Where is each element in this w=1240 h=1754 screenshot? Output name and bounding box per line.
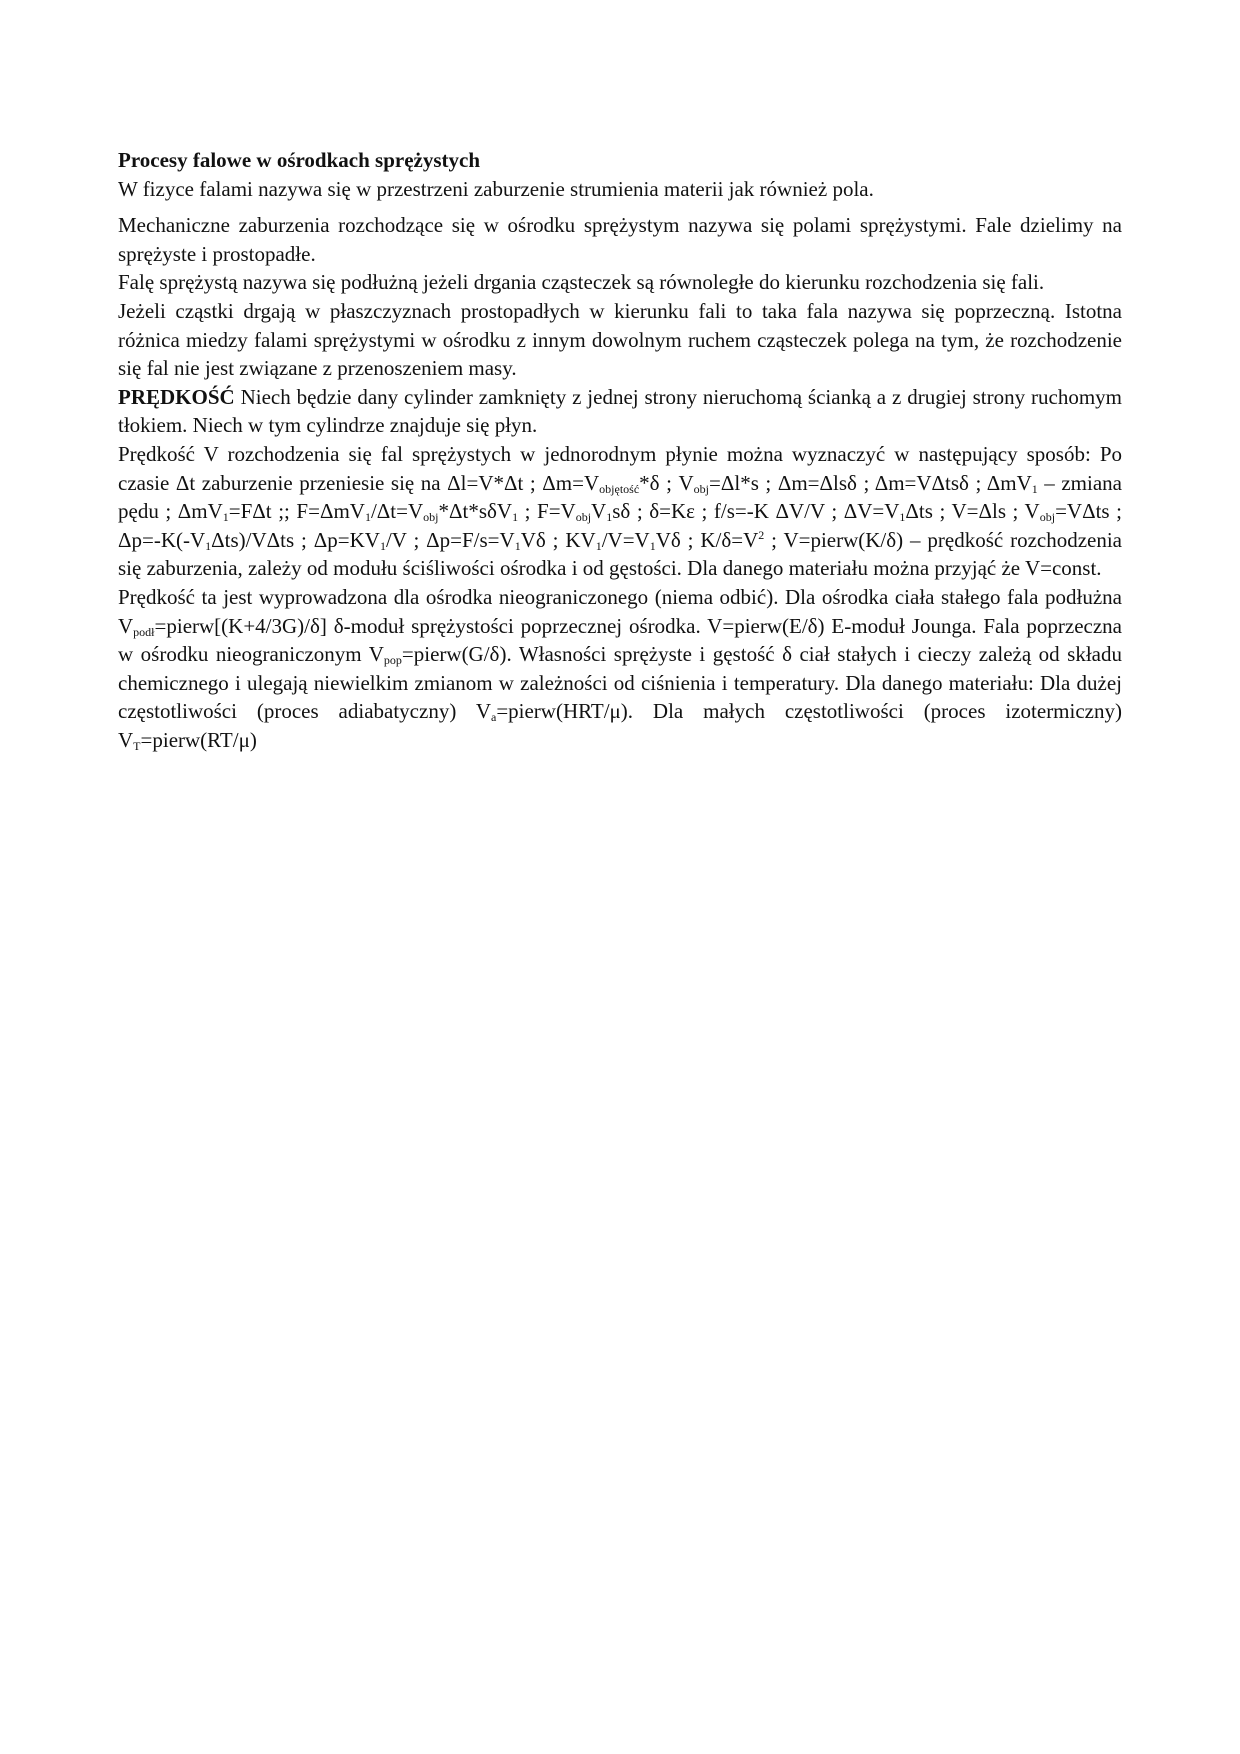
derivation-text: sδ ; δ=Kε ; f/s=-K ΔV/V ; ΔV=V: [612, 499, 900, 524]
paragraph-longitudinal-wave: Falę sprężystą nazywa się podłużną jeżeli drgania cząsteczek są równoległe do kierunku rozchodzenia się fali.: [118, 270, 1045, 295]
derivation-text: – zmiana pędu ; ΔmV: [118, 470, 1122, 524]
derivation-text: /V=V: [601, 527, 650, 552]
subscript: obj: [423, 510, 439, 525]
subscript: objętość: [599, 481, 640, 496]
derivation-text: /V ; Δp=F/s=V: [385, 527, 515, 552]
derivation-text: V: [591, 499, 607, 524]
derivation-text: *Δt*sδV: [438, 499, 513, 524]
subscript: T: [133, 738, 141, 753]
paragraph-transverse-wave: Jeżeli cząstki drgają w płaszczyznach prostopadłych w kierunku fali to taka fala nazywa się poprzeczną. Istotna różnica miedzy falami sprężystymi w ośrodku z innym dowolnym ruchem cząsteczek polega na tym, że rozchodzenie się fal nie jest związane z przenoszeniem masy.: [118, 298, 1122, 381]
subscript: 1: [379, 538, 386, 553]
subscript: 1: [595, 538, 602, 553]
subscript: pop: [383, 653, 402, 668]
solid-text: Prędkość ta jest wyprowadzona dla ośrodka nieograniczonego (niema odbić). Dla ośrodka ciała stałego fala podłużna V: [118, 584, 1122, 638]
document-page: [118, 146, 1122, 754]
solid-text: =pierw[(K+4/3G)/δ] δ-moduł sprężystości poprzecznej ośrodka. V=pierw(E/δ) E-moduł Jounga. Fala poprzeczna w ośrodku nieograniczonym V: [118, 613, 1122, 667]
subscript: 1: [514, 538, 521, 553]
subscript: obj: [693, 481, 710, 496]
derivation-text: /Δt=V: [370, 499, 424, 524]
subscript: 1: [512, 510, 519, 525]
paragraph-derivation: [118, 440, 1122, 583]
paragraph-solid-medium: [118, 583, 1122, 755]
derivation-text: Vδ ; K/δ=V: [655, 527, 759, 552]
subscript: obj: [1039, 510, 1056, 525]
derivation-text: Vδ ; KV: [520, 527, 596, 552]
paragraph-intro: W fizyce falami nazywa się w przestrzeni zaburzenie strumienia materii jak również pola.: [118, 176, 874, 201]
subscript: 1: [649, 538, 656, 553]
paragraph-velocity: [118, 383, 1122, 440]
derivation-text: Δts ; V=Δls ; V: [905, 499, 1040, 524]
derivation-text: *δ ; V: [639, 470, 694, 495]
derivation-text: ; V=pierw(K/δ) – prędkość rozchodzenia się zaburzenia, zależy od modułu ściśliwości ośrodka i od gęstości. Dla danego materiału można przyjąć że V=const.: [118, 527, 1123, 581]
derivation-text: Δts)/VΔts ; Δp=KV: [211, 527, 380, 552]
subscript: 1: [1031, 481, 1038, 496]
subscript: 1: [205, 538, 212, 553]
velocity-heading: PRĘDKOŚĆ: [118, 384, 235, 409]
solid-text: =pierw(G/δ). Własności sprężyste i gęstość δ ciał stałych i cieczy zależą od składu chemicznego i ulegają niewielkim zmianom w zależności od ciśnienia i temperatury. Dla danego materiału: Dla dużej częstotliwości (proces adiabatyczny) V: [118, 642, 1122, 724]
solid-text: =pierw(RT/μ): [140, 727, 257, 752]
derivation-text: ; F=V: [518, 499, 576, 524]
paragraph-mechanical-waves: Mechaniczne zaburzenia rozchodzące się w ośrodku sprężystym nazywa się polami sprężystymi. Fale dzielimy na sprężyste i prostopadłe.: [118, 213, 1122, 266]
subscript: podł: [133, 624, 155, 639]
subscript: obj: [575, 510, 592, 525]
velocity-text: Niech będzie dany cylinder zamknięty z jednej strony nieruchomą ścianką a z drugiej strony ruchomym tłokiem. Niech w tym cylindrze znajduje się płyn.: [118, 384, 1122, 438]
document-title: Procesy falowe w ośrodkach sprężystych: [118, 148, 481, 172]
derivation-text: =VΔts ; Δp=-K(-V: [118, 499, 1122, 552]
derivation-text: Prędkość V rozchodzenia się fal sprężystych w jednorodnym płynie można wyznaczyć w następujący sposób: Po czasie Δt zaburzenie przeniesie się na Δl=V*Δt ; Δm=V: [118, 441, 1122, 495]
superscript: 2: [758, 527, 765, 542]
derivation-text: =FΔt ;; F=ΔmV: [228, 499, 365, 524]
subscript: 1: [899, 510, 906, 525]
subscript: a: [490, 710, 497, 725]
subscript: 1: [222, 510, 229, 525]
subscript: 1: [606, 510, 613, 525]
solid-text: =pierw(HRT/μ). Dla małych częstotliwości (proces izotermiczny) V: [118, 699, 1122, 752]
derivation-text: =Δl*s ; Δm=Δlsδ ; Δm=VΔtsδ ; ΔmV: [709, 470, 1032, 495]
subscript: 1: [364, 510, 371, 525]
